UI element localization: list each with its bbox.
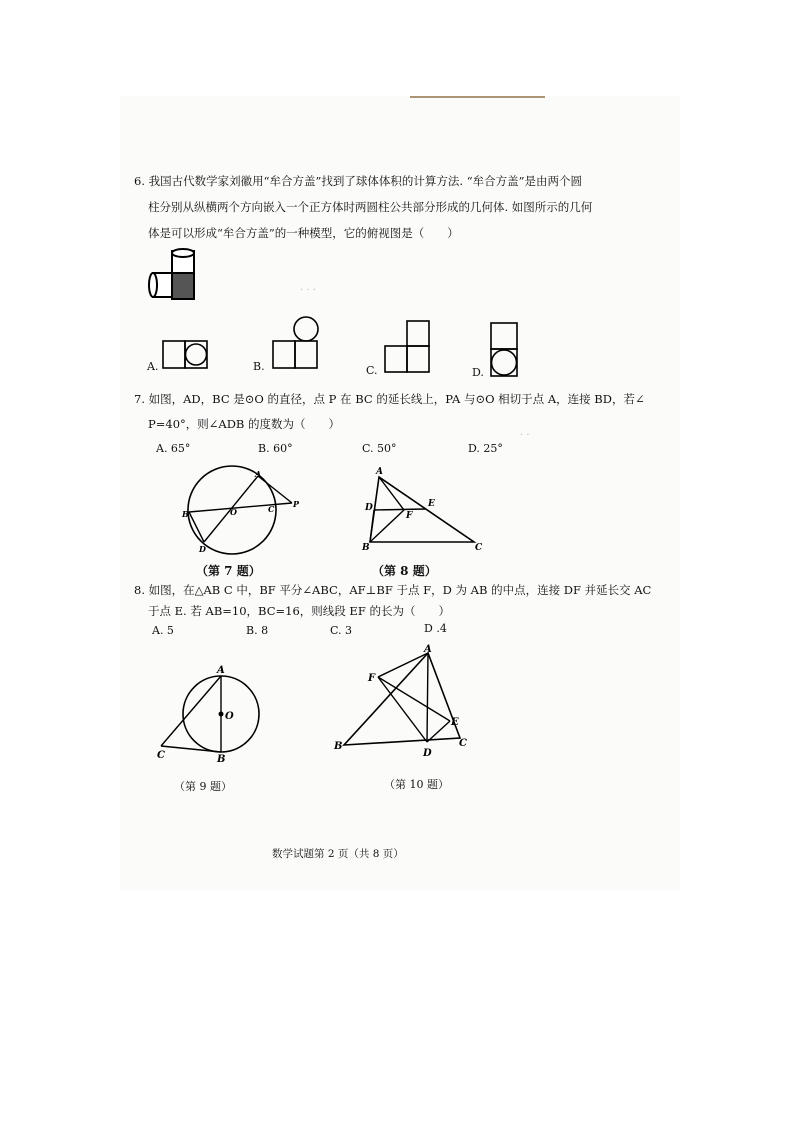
page-footer: 数学试题第 2 页（共 8 页） [272, 848, 404, 860]
q8-line-2: 于点 E. 若 AB=10，BC=16，则线段 EF 的长为（ ） [148, 604, 450, 618]
q6-option-c[interactable]: C. [366, 364, 378, 377]
q9-caption: （第 9 题） [174, 780, 232, 793]
bleed-through: · · [520, 430, 530, 441]
q7-label-p: P [293, 499, 300, 509]
q6-line-1: 6. 我国古代数学家刘徽用“牟合方盖”找到了球体体积的计算方法. “牟合方盖”是由两个圆 [134, 174, 582, 188]
q10-label-d: D [423, 748, 432, 759]
q8-label-e: E [428, 499, 435, 509]
q8-label-f: F [406, 511, 413, 521]
q7-label-b: B [182, 509, 189, 519]
q6-line-3: 体是可以形成“牟合方盖”的一种模型，它的俯视图是（ ） [148, 226, 459, 240]
q10-label-f: F [368, 673, 376, 684]
q6-cube-front [172, 273, 194, 299]
q7-figure [180, 462, 305, 557]
q8-segment-de [374, 509, 426, 510]
q7-label-a: A [255, 469, 262, 479]
q10-segment-ad [427, 653, 428, 742]
q8-line-1: 8. 如图，在△AB C 中，BF 平分∠ABC，AF⊥BF 于点 F，D 为 AB 的中点，连接 DF 并延长交 AC [134, 583, 652, 597]
q9-label-o: O [225, 711, 234, 722]
bleed-through: · · · [300, 285, 316, 296]
q6-line-2: 柱分别从纵横两个方向嵌入一个正方体时两圆柱公共部分形成的几何体. 如图所示的几何 [148, 200, 593, 214]
q8-option-a[interactable]: A. 5 [152, 624, 174, 637]
q10-label-e: E [451, 717, 459, 728]
q6-option-d[interactable]: D. [472, 366, 484, 379]
q9-segment-ca [161, 676, 221, 746]
q9-figure [155, 662, 270, 767]
q6-option-b-figure[interactable] [272, 316, 320, 370]
q7-line-1: 7. 如图，AD，BC 是⊙O 的直径，点 P 在 BC 的延长线上，PA 与⊙O 相切于点 A，连接 BD，若∠ [134, 392, 645, 406]
q6-option-a[interactable]: A. [147, 360, 159, 373]
q8-segment-af [379, 477, 404, 510]
q8-label-a: A [376, 467, 383, 477]
top-rule [410, 96, 545, 98]
q6-cylinder-top [172, 249, 194, 257]
q8-option-c[interactable]: C. 3 [330, 624, 353, 637]
q6-option-a-figure[interactable] [162, 340, 210, 370]
q9-center-dot [219, 712, 224, 717]
q7-caption: （第 7 题） [196, 564, 261, 578]
q7-label-o: O [230, 507, 237, 517]
q9-segment-cb [161, 746, 221, 752]
q10-label-b: B [334, 741, 343, 752]
q7-option-b[interactable]: B. 60° [258, 442, 293, 455]
q10-segment-fd [378, 677, 427, 742]
q8-label-d: D [365, 503, 373, 513]
q10-label-a: A [424, 644, 432, 655]
q10-triangle-abc [344, 653, 460, 745]
q6-model-figure [145, 245, 205, 305]
q10-figure [330, 645, 475, 760]
q9-label-a: A [217, 665, 225, 676]
q6-option-b[interactable]: B. [253, 360, 265, 373]
q7-option-d[interactable]: D. 25° [468, 442, 503, 455]
q7-label-d: D [199, 544, 206, 554]
q8-segment-bf [370, 510, 404, 542]
q7-option-c[interactable]: C. 50° [362, 442, 397, 455]
q8-label-c: C [475, 543, 483, 553]
q9-label-c: C [157, 750, 165, 761]
q8-option-b[interactable]: B. 8 [246, 624, 269, 637]
q10-segment-fa [378, 653, 428, 677]
q8-figure [362, 462, 492, 552]
q8-caption: （第 8 题） [372, 564, 437, 578]
q9-label-b: B [217, 754, 226, 765]
q6-option-c-figure[interactable] [384, 320, 432, 374]
q8-segment-bd [370, 510, 374, 542]
q8-option-d[interactable]: D .4 [424, 622, 447, 635]
q10-label-c: C [459, 738, 467, 749]
q6-cylinder-end [149, 273, 157, 297]
q8-label-b: B [362, 543, 370, 553]
q6-option-d-figure[interactable] [490, 322, 520, 378]
q7-line-2: P=40°，则∠ADB 的度数为（ ） [148, 417, 341, 431]
q7-label-c: C [268, 504, 275, 514]
q10-caption: （第 10 题） [384, 778, 449, 791]
q7-option-a[interactable]: A. 65° [156, 442, 191, 455]
